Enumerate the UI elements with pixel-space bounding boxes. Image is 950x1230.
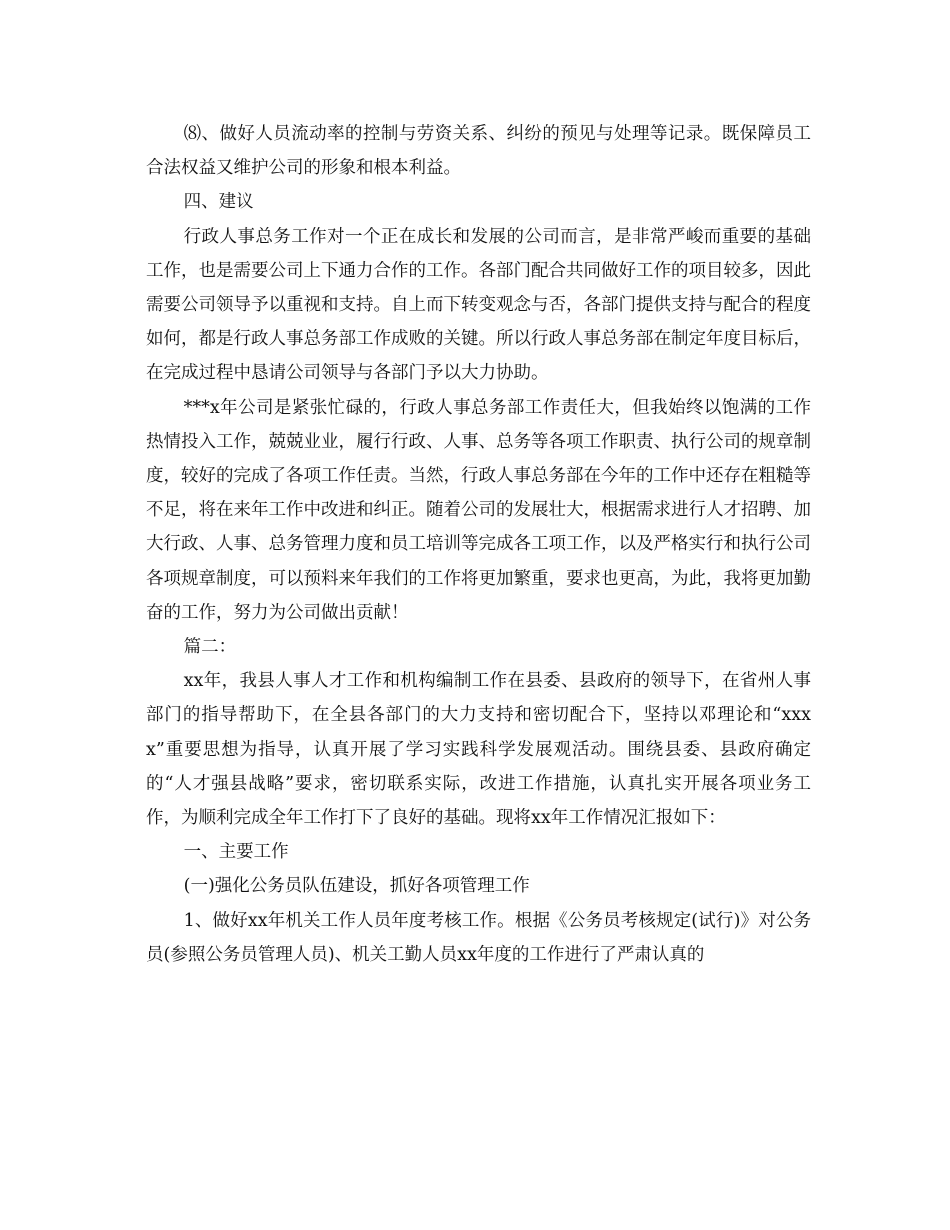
heading-civil-servant-team: (一)强化公务员队伍建设，抓好各项管理工作 bbox=[183, 876, 530, 897]
paragraph-staff-turnover: ⑻、做好人员流动率的控制与劳资关系、纠纷的预见与处理等记录。既保障员工合法权益又维护公司的形象和根本利益。 bbox=[146, 124, 811, 179]
paragraph-county-report: xx年，我县人事人才工作和机构编制工作在县委、县政府的领导下，在省州人事部门的指导帮助下，在全县各部门的大力支持和密切配合下，坚持以邓理论和“xxxx”重要思想为指导，认真开展了学习实践科学发展观活动。围绕县委、县政府确定的“人才强县战略”要求，密切联系实际，改进工作措施，认真扎实开展各项业务工作，为顺利完成全年工作打下了良好的基础。现将xx年工作情况汇报如下： bbox=[146, 671, 811, 829]
paragraph-year-summary: ***x年公司是紧张忙碌的，行政人事总务部工作责任大，但我始终以饱满的工作热情投入工作，兢兢业业，履行行政、人事、总务等各项工作职责、执行公司的规章制度，较好的完成了各项工作任责。当然，行政人事总务部在今年的工作中还存在粗糙等不足，将在来年工作中改进和纠正。随着公司的发展壮大，根据需求进行人才招聘、加大行政、人事、总务管理力度和员工培训等完成各工项工作，以及严格实行和执行公司各项规章制度，可以预料来年我们的工作将更加繁重，要求也更高，为此，我将更加勤奋的工作，努力为公司做出贡献！ bbox=[146, 397, 811, 623]
paragraph-admin-work: 行政人事总务工作对一个正在成长和发展的公司而言，是非常严峻而重要的基础工作，也是需要公司上下通力合作的工作。各部门配合共同做好工作的项目较多，因此需要公司领导予以重视和支持。自上而下转变观念与否，各部门提供支持与配合的程度如何，都是行政人事总务部工作成败的关键。所以行政人事总务部在制定年度目标后，在完成过程中恳请公司领导与各部门予以大力协助。 bbox=[146, 226, 811, 384]
heading-part-two: 篇二： bbox=[183, 637, 237, 658]
document-body bbox=[146, 117, 811, 972]
heading-main-work: 一、主要工作 bbox=[183, 842, 289, 863]
paragraph-annual-assessment: 1、做好xx年机关工作人员年度考核工作。根据《公务员考核规定(试行)》对公务员(参照公务员管理人员)、机关工勤人员xx年度的工作进行了严肃认真的 bbox=[146, 910, 811, 965]
heading-suggestions: 四、建议 bbox=[183, 192, 254, 213]
